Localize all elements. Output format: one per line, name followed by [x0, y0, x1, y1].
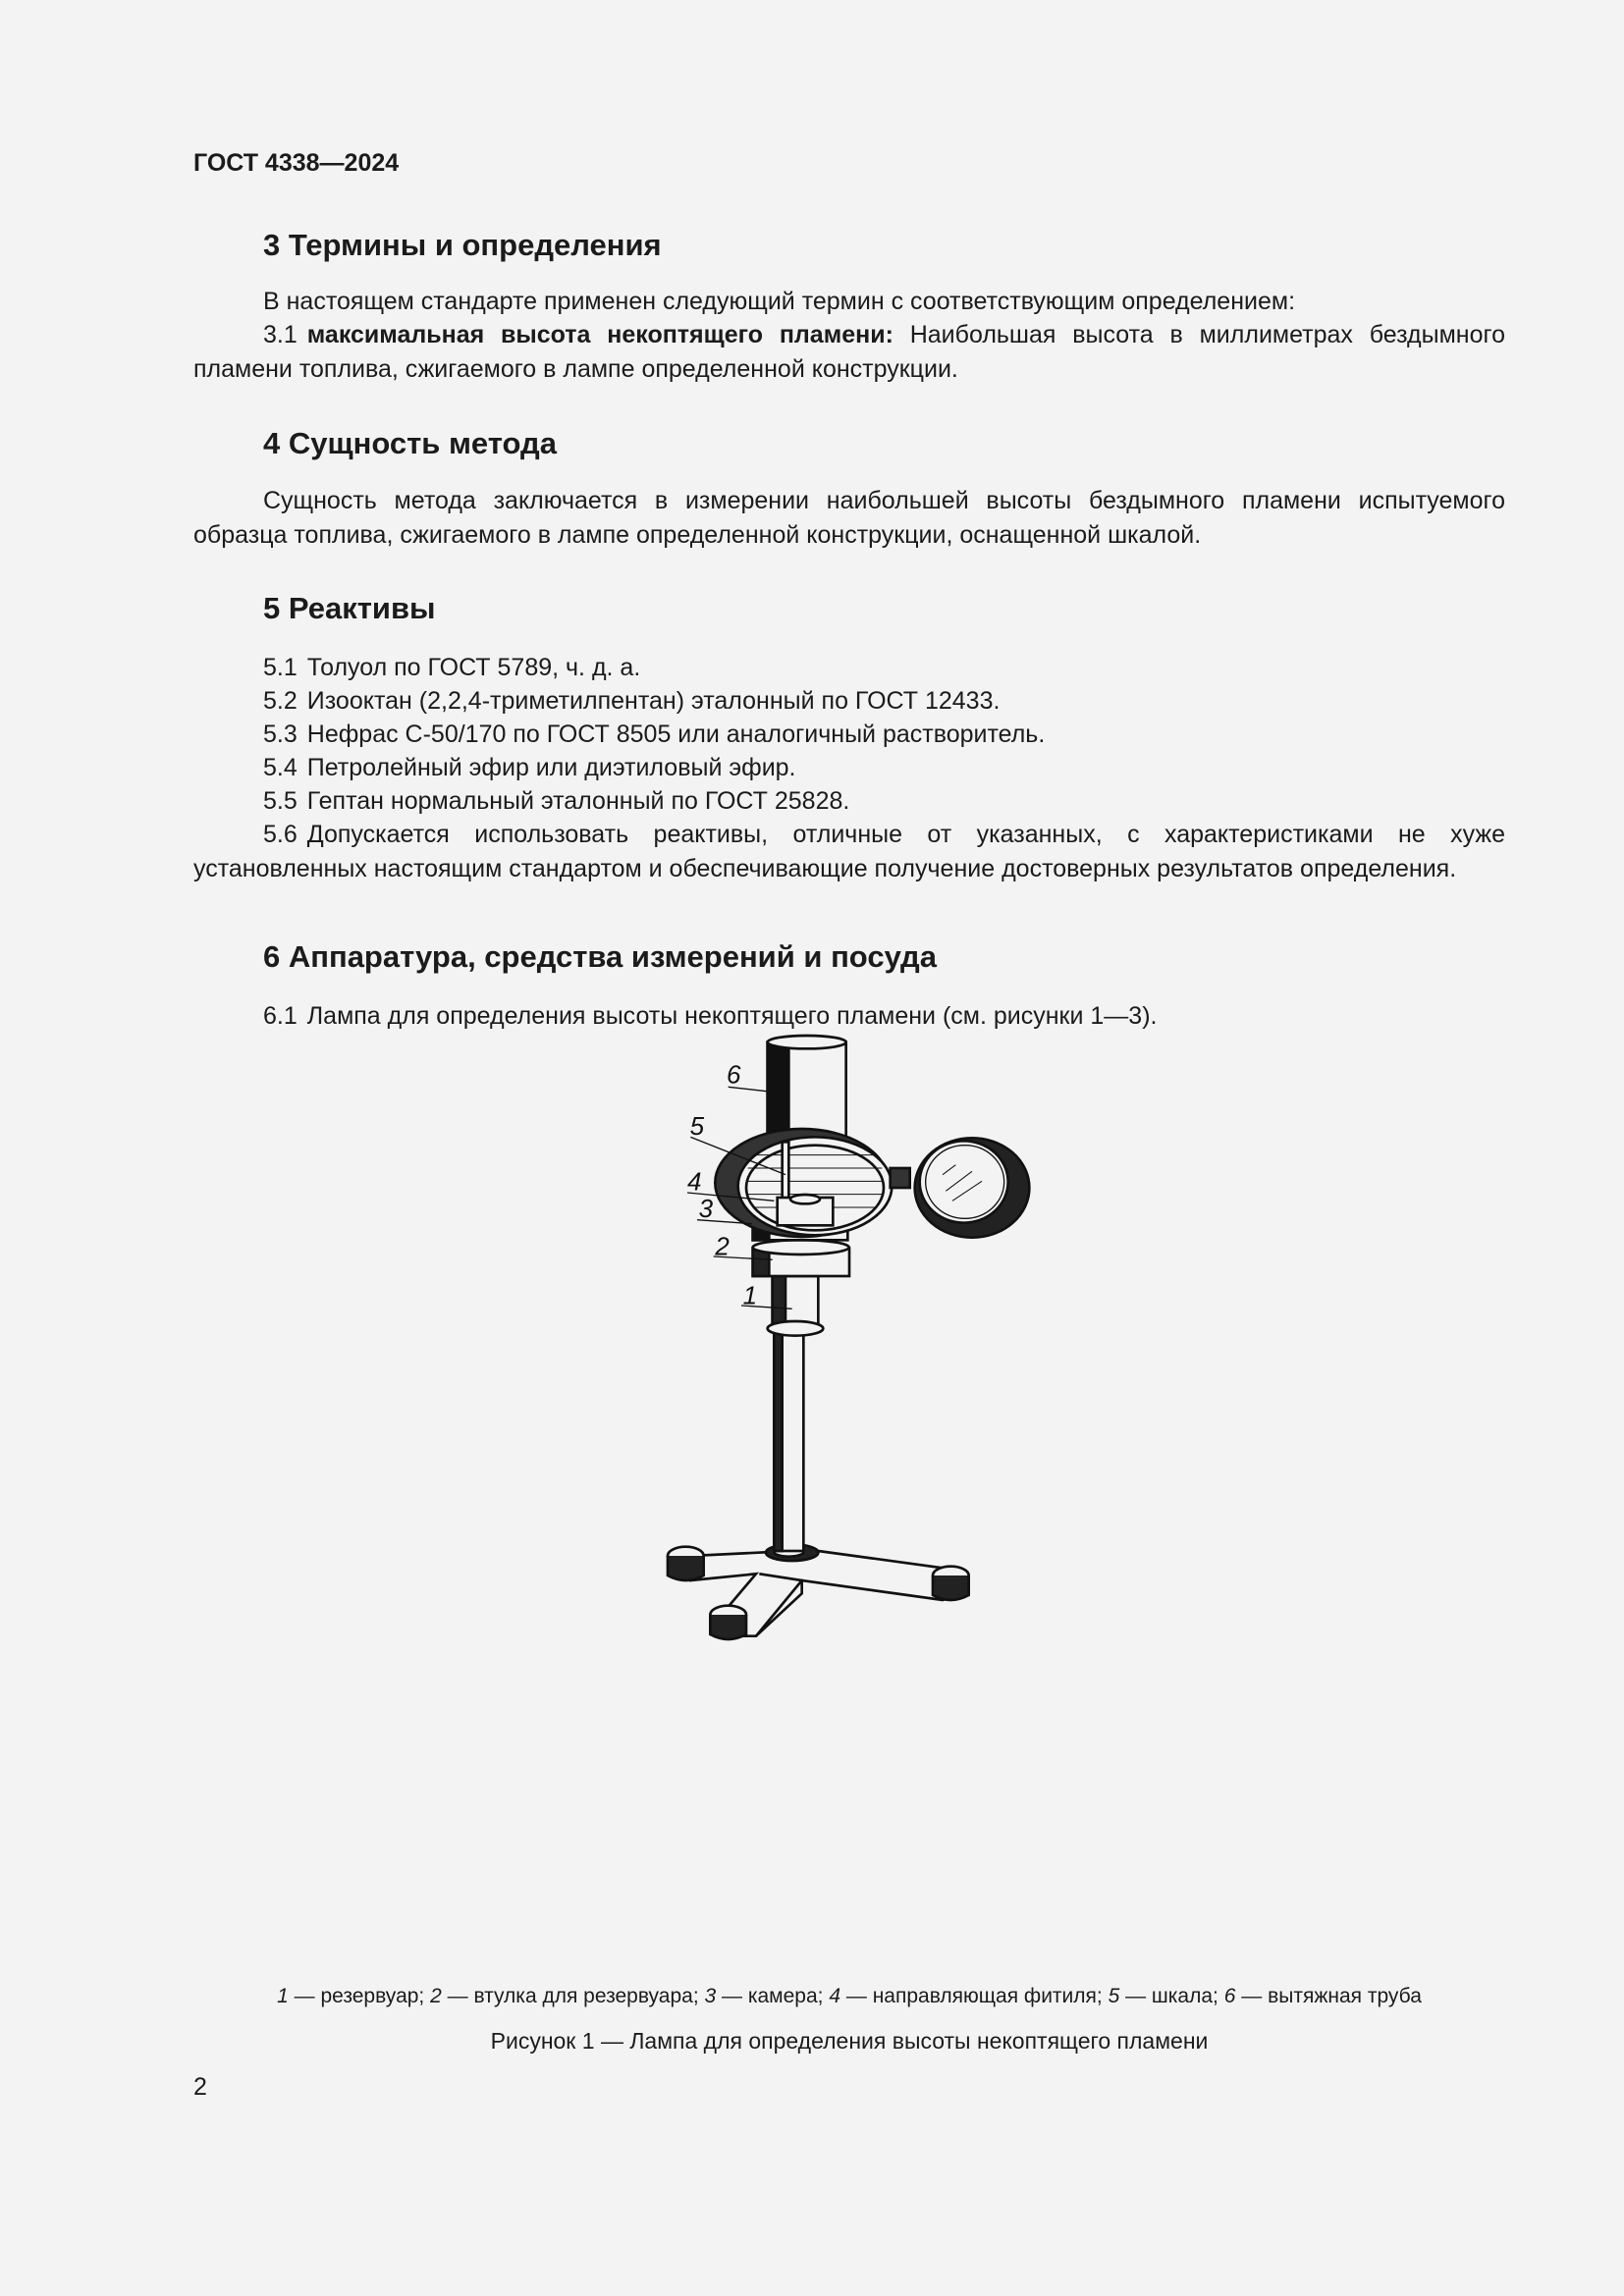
reservoir — [768, 1276, 824, 1336]
item-number: 5.6 — [263, 821, 298, 848]
lamp-figure — [648, 1031, 1060, 1973]
item-text: Изооктан (2,2,4-триметилпентан) эталонный по ГОСТ 12433. — [306, 687, 1001, 715]
legend-text: — направляющая фитиля; — [840, 1985, 1109, 2007]
legend-number: 5 — [1108, 1985, 1120, 2007]
reagent-item — [193, 818, 1505, 885]
item-number: 5.5 — [263, 787, 298, 815]
callout-1: 1 — [742, 1280, 758, 1310]
legend-text: — шкала; — [1119, 1985, 1224, 2007]
mirror — [891, 1138, 1030, 1237]
legend-text: — камера; — [716, 1985, 830, 2007]
item-text: Петролейный эфир или диэтиловый эфир. — [306, 754, 796, 781]
callout-6: 6 — [727, 1059, 741, 1090]
section-4-text: Сущность метода заключается в измерении наибольшей высоты бездымного пламени испытуемого образца топлива, сжигаемого в лампе определенной конструкции, оснащенной шкалой. — [193, 487, 1505, 549]
callout-5: 5 — [689, 1111, 705, 1141]
scale-rod — [783, 1142, 789, 1201]
legend-number: 3 — [704, 1985, 717, 2007]
definition-3-1 — [193, 318, 1505, 386]
page-number: 2 — [193, 2073, 207, 2101]
item-text: Толуол по ГОСТ 5789, ч. д. а. — [306, 654, 641, 681]
legend-text: — втулка для резервуара; — [441, 1985, 705, 2007]
definition-number: 3.1 — [263, 321, 298, 348]
section-5-heading: 5 Реактивы — [263, 591, 436, 625]
definition-text: Наибольшая высота в миллиметрах бездымного пламени топлива, сжигаемого в лампе определенной конструкции. — [193, 321, 1505, 383]
reagent-item — [263, 684, 1000, 719]
reagent-item — [263, 718, 1045, 752]
reagent-item — [263, 651, 640, 685]
apparatus-item — [263, 999, 1157, 1034]
item-number: 5.3 — [263, 721, 298, 748]
item-number: 6.1 — [263, 1002, 298, 1030]
tripod-base — [668, 1544, 969, 1639]
callout-3: 3 — [698, 1194, 714, 1223]
legend-number: 1 — [277, 1985, 289, 2007]
legend-number: 2 — [430, 1985, 442, 2007]
reservoir-bushing — [753, 1240, 849, 1276]
item-text: Лампа для определения высоты некоптящего пламени (см. рисунки 1—3). — [306, 1002, 1158, 1030]
item-number: 5.4 — [263, 754, 298, 781]
item-text: Допускается использовать реактивы, отличные от указанных, с характеристиками не хуже установленных настоящим стандартом и обеспечивающие получение достоверных результатов определения. — [193, 821, 1505, 882]
section-6-heading: 6 Аппаратура, средства измерений и посуда — [263, 939, 937, 974]
figure-legend — [193, 1985, 1505, 2008]
callout-2: 2 — [715, 1231, 730, 1261]
item-number: 5.1 — [263, 654, 298, 681]
item-text: Нефрас С-50/170 по ГОСТ 8505 или аналогичный растворитель. — [306, 721, 1046, 748]
definition-term: максимальная высота некоптящего пламени: — [306, 321, 893, 348]
item-text: Гептан нормальный эталонный по ГОСТ 25828. — [306, 787, 850, 815]
legend-text: — вытяжная труба — [1235, 1985, 1422, 2007]
chimney-tube — [768, 1036, 846, 1141]
legend-number: 6 — [1223, 1985, 1236, 2007]
section-3-heading: 3 Термины и определения — [263, 228, 662, 262]
legend-text: — резервуар; — [288, 1985, 431, 2007]
document-header: ГОСТ 4338—2024 — [193, 149, 400, 177]
reagent-item — [263, 784, 849, 819]
legend-number: 4 — [829, 1985, 841, 2007]
item-number: 5.2 — [263, 687, 298, 715]
callout-4: 4 — [687, 1166, 702, 1197]
section-3-intro: В настоящем стандарте применен следующий термин с соответствующим определением: — [263, 288, 1296, 315]
figure-caption: Рисунок 1 — Лампа для определения высоты некоптящего пламени — [490, 2028, 1209, 2054]
section-4-heading: 4 Сущность метода — [263, 426, 557, 460]
reagent-item — [263, 751, 796, 785]
